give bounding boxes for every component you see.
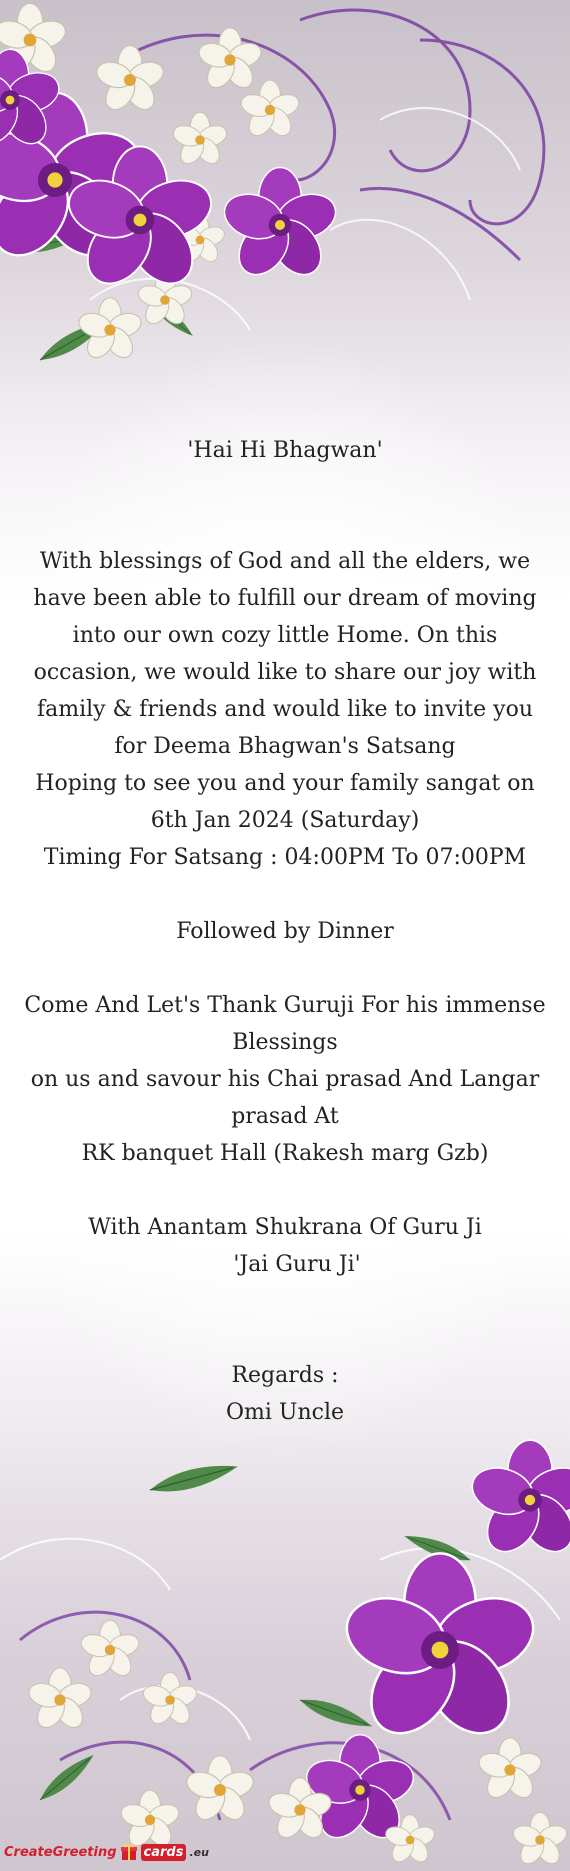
- watermark-text-2: cards: [141, 1844, 187, 1861]
- venue-line: RK banquet Hall (Rakesh marg Gzb): [81, 1141, 489, 1166]
- dinner-line: Followed by Dinner: [176, 919, 394, 944]
- gift-icon: [120, 1843, 138, 1861]
- watermark-text-1: CreateGreeting: [4, 1844, 117, 1860]
- purple-flower-icon: [0, 49, 341, 295]
- thank-guruji-line: Come And Let's Thank Guruji For his immense Blessings: [24, 993, 546, 1055]
- jai-guru-ji-line: 'Jai Guru Ji': [233, 1252, 361, 1277]
- invitation-title: 'Hai Hi Bhagwan': [187, 438, 383, 463]
- regards-label: Regards :: [231, 1363, 339, 1388]
- blessings-paragraph: With blessings of God and all the elders, we have been able to fulfill our dream of moving into our own cozy little Home. On this occasion, we would like to share our joy with family & friends and would like to invite you for Deema Bhagwan's Satsang: [33, 549, 537, 759]
- watermark-text-3: .eu: [189, 1845, 209, 1859]
- prasad-line: on us and savour his Chai prasad And Langar prasad At: [30, 1067, 540, 1129]
- date-line: Hoping to see you and your family sangat on 6th Jan 2024 (Saturday): [35, 771, 535, 833]
- signature: Omi Uncle: [225, 1400, 344, 1425]
- shukrana-line: With Anantam Shukrana Of Guru Ji: [88, 1215, 482, 1240]
- timing-line: Timing For Satsang : 04:00PM To 07:00PM: [43, 845, 527, 870]
- site-watermark[interactable]: [4, 1839, 209, 1865]
